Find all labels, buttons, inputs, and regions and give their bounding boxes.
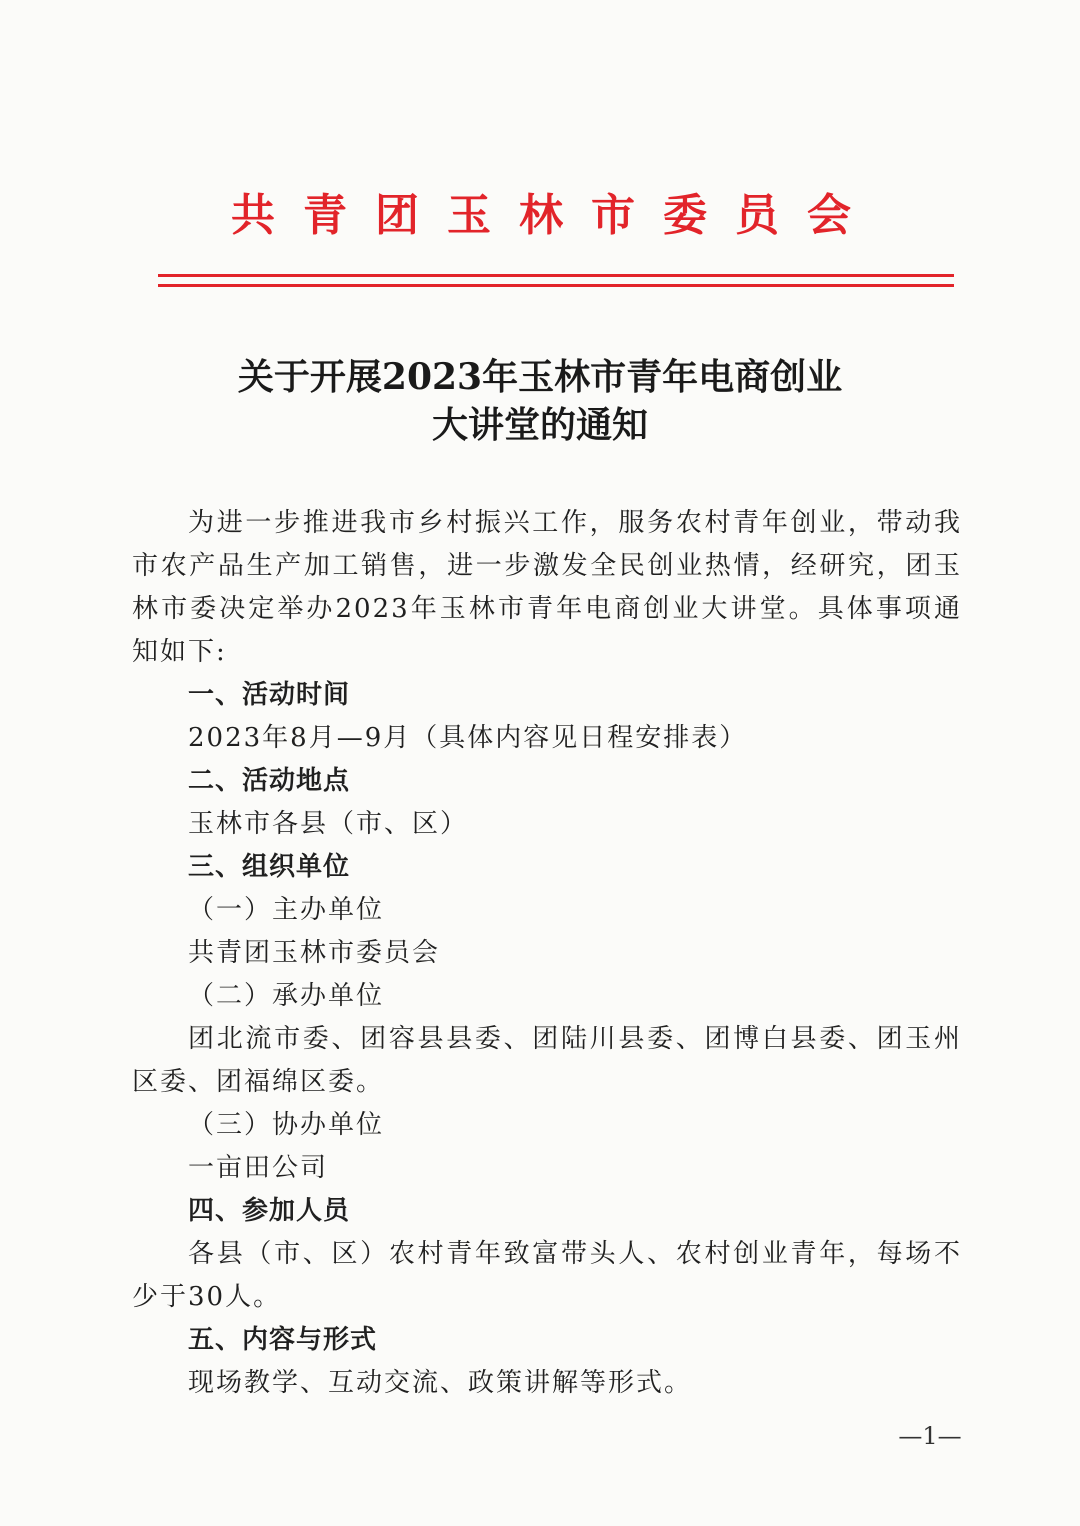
subsection-heading-undertaker: （二）承办单位 <box>188 981 385 1011</box>
subsection-heading-co-organizer: （三）协办单位 <box>188 1110 385 1140</box>
document-body <box>132 502 962 1405</box>
section-text-participants: 各县（市、区）农村青年致富带头人、农村创业青年，每场不少于30人。 <box>132 1239 962 1312</box>
red-header-rule <box>158 274 954 277</box>
section-heading-time: 一、活动时间 <box>188 680 351 710</box>
section-heading-content-format: 五、内容与形式 <box>188 1325 378 1355</box>
page-number: —1— <box>898 1422 962 1450</box>
section-heading-participants: 四、参加人员 <box>188 1196 351 1226</box>
intro-paragraph: 为进一步推进我市乡村振兴工作，服务农村青年创业，带动我市农产品生产加工销售，进一步激发全民创业热情，经研究，团玉林市委决定举办2023年玉林市青年电商创业大讲堂。具体事项通知如下: <box>132 508 962 667</box>
issuing-organization-header: 共青团玉林市委员会 <box>231 190 879 241</box>
subsection-text-co-organizer: 一亩田公司 <box>188 1153 329 1183</box>
section-heading-location: 二、活动地点 <box>188 766 351 796</box>
document-title-line-2: 大讲堂的通知 <box>431 404 648 446</box>
section-heading-organizers: 三、组织单位 <box>188 852 351 882</box>
subsection-text-host: 共青团玉林市委员会 <box>188 938 441 968</box>
document-title-line-1: 关于开展2023年玉林市青年电商创业 <box>237 356 843 398</box>
section-text-time: 2023年8月—9月（具体内容见日程安排表） <box>188 723 748 753</box>
subsection-text-undertaker: 团北流市委、团容县县委、团陆川县委、团博白县委、团玉州区委、团福绵区委。 <box>132 1024 962 1097</box>
subsection-heading-host: （一）主办单位 <box>188 895 385 925</box>
section-text-content-format: 现场教学、互动交流、政策讲解等形式。 <box>188 1368 693 1398</box>
section-text-location: 玉林市各县（市、区） <box>188 809 469 839</box>
red-header-rule-secondary <box>158 284 954 287</box>
